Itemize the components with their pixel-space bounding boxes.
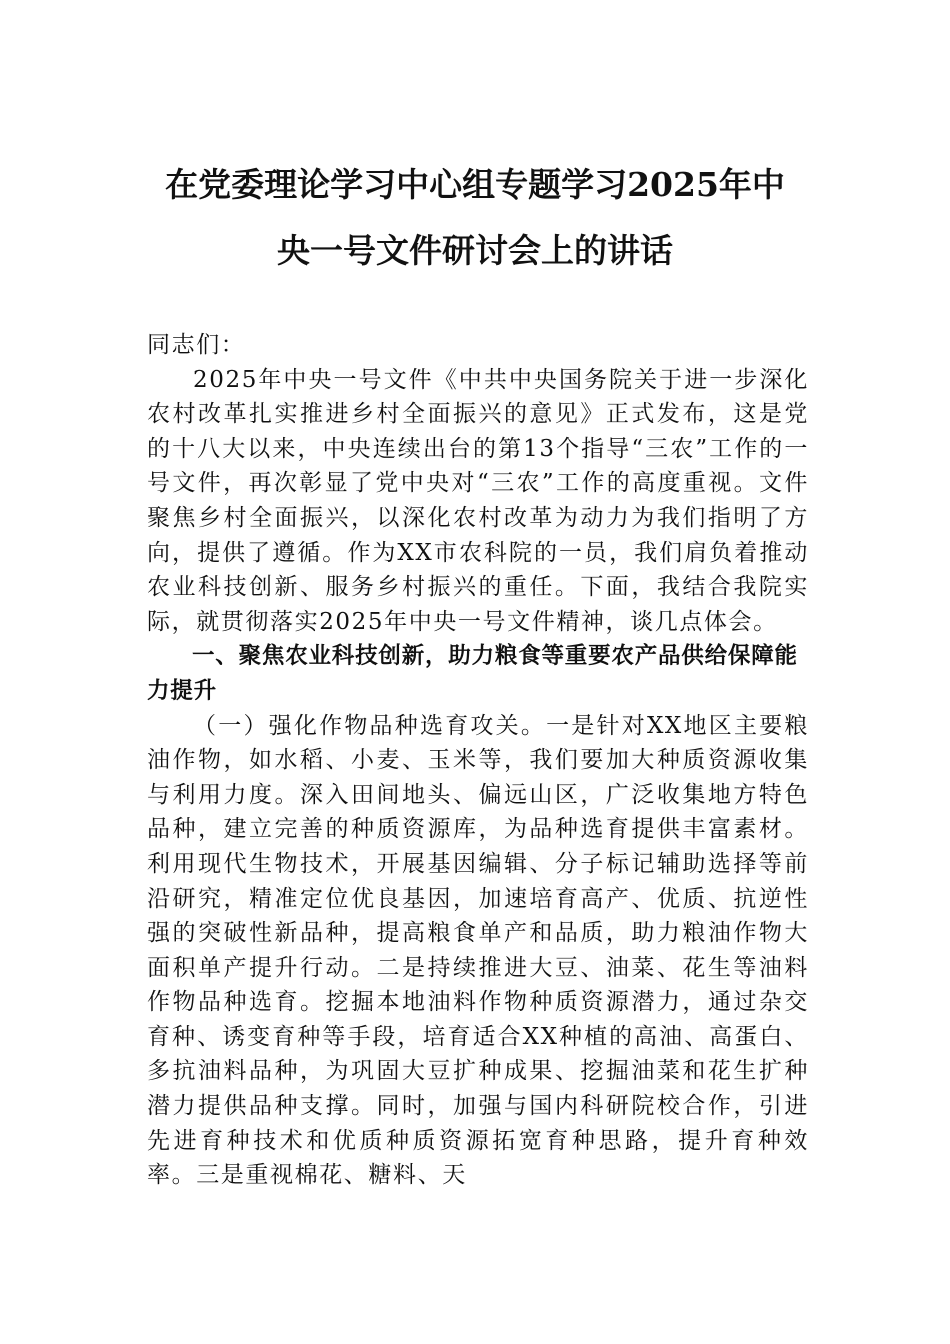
title-line-2: 央一号文件研讨会上的讲话 xyxy=(277,231,673,270)
document-body xyxy=(147,328,809,1193)
title-line-1: 在党委理论学习中心组专题学习2025年中 xyxy=(165,165,785,204)
page-title xyxy=(120,152,830,284)
section-1-paragraph-1: （一）强化作物品种选育攻关。一是针对XX地区主要粮油作物，如水稻、小麦、玉米等，我们要加大种质资源收集与利用力度。深入田间地头、偏远山区，广泛收集地方特色品种，建立完善的种质资源库，为品种选育提供丰富素材。利用现代生物技术，开展基因编辑、分子标记辅助选择等前沿研究，精准定位优良基因，加速培育高产、优质、抗逆性强的突破性新品种，提高粮食单产和品质，助力粮油作物大面积单产提升行动。二是持续推进大豆、油菜、花生等油料作物品种选育。挖掘本地油料作物种质资源潜力，通过杂交育种、诱变育种等手段，培育适合XX种植的高油、高蛋白、多抗油料品种，为巩固大豆扩种成果、挖掘油菜和花生扩种潜力提供品种支撑。同时，加强与国内科研院校合作，引进先进育种技术和优质种质资源拓宽育种思路，提升育种效率。三是重视棉花、糖料、天 xyxy=(147,712,809,1189)
section-heading-1: 一、聚焦农业科技创新，助力粮食等重要农产品供给保障能力提升 xyxy=(147,643,798,704)
salutation: 同志们： xyxy=(147,332,246,358)
intro-paragraph: 2025年中央一号文件《中共中央国务院关于进一步深化农村改革扎实推进乡村全面振兴的意见》正式发布，这是党的十八大以来，中央连续出台的第13个指导“三农”工作的一号文件，再次彰显了党中央对“三农”工作的高度重视。文件聚焦乡村全面振兴，以深化农村改革为动力为我们指明了方向，提供了遵循。作为XX市农科院的一员，我们肩负着推动农业科技创新、服务乡村振兴的重任。下面，我结合我院实际，就贯彻落实2025年中央一号文件精神，谈几点体会。 xyxy=(147,366,809,635)
